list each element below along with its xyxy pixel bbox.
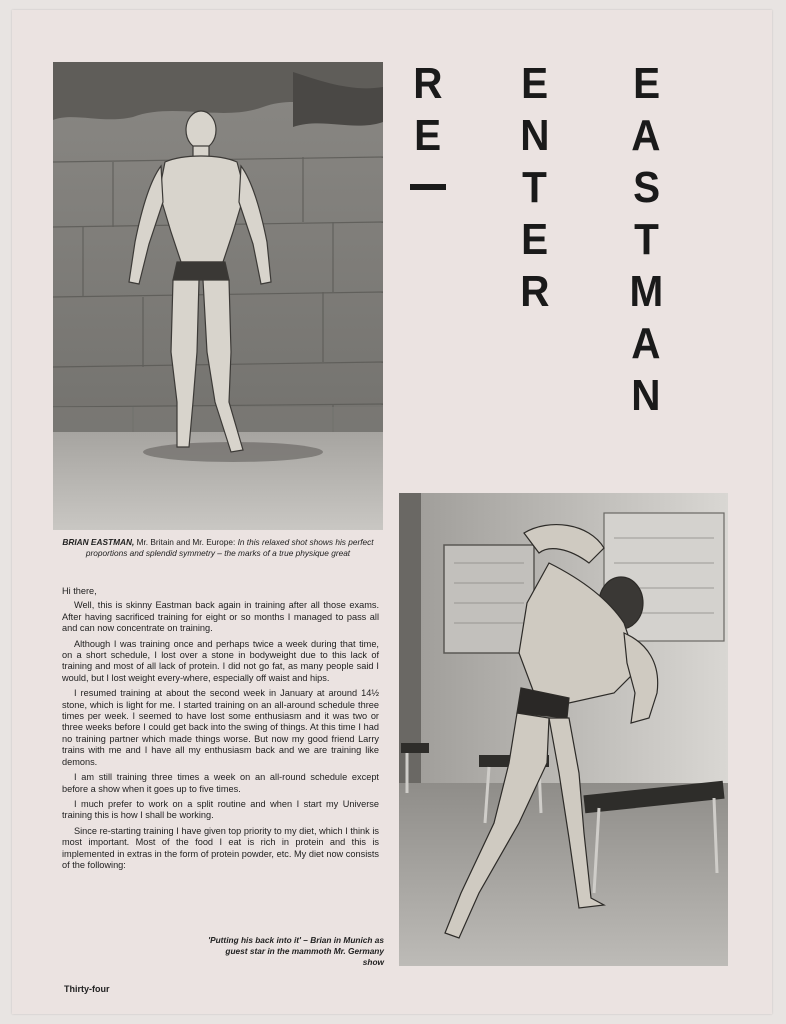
title-letter: T: [522, 163, 548, 212]
title-dash: [410, 184, 446, 190]
photo-brian-posing: [399, 493, 728, 966]
caption-description: In this relaxed shot shows his perfect proportions and splendid symmetry – the marks of a true physique great: [85, 537, 374, 558]
title-letter: A: [631, 319, 661, 368]
title-word-enter: [519, 58, 551, 318]
caption-titles: Mr. Britain and Mr. Europe:: [134, 537, 236, 547]
title-letter: N: [520, 111, 550, 160]
title-letter: E: [521, 59, 549, 108]
title-letter: M: [629, 267, 664, 316]
article-paragraph: Since re-starting training I have given top priority to my diet, which I think is most important. Most of the food I eat is rich in protein and this is implemented in extras in the form of protein powder, etc. My diet now consists of the following:: [62, 825, 379, 870]
title-letter: T: [633, 215, 659, 264]
photo-brian-standing: [53, 62, 383, 530]
article-paragraph: I am still training three times a week on an all-round schedule except before a show when it goes up to five times.: [62, 772, 379, 794]
photo-posing-image: [399, 493, 728, 966]
title-word-re: [410, 58, 446, 190]
photo-standing-image: [53, 62, 383, 530]
article-paragraph: Well, this is skinny Eastman back again in training after all those exams. After having sacrificed training for eight or so months I managed to pass all and can now concentrate on training.: [62, 600, 379, 634]
title-letter: E: [414, 111, 442, 160]
title-letter: E: [521, 215, 549, 264]
title-letter: R: [413, 59, 443, 108]
article-paragraph: I resumed training at about the second week in January at around 14½ stone, which is light for me. I started training on an all-around schedule three times per week. I seemed to have lost some enthusiasm and it was two or three weeks before I could get back into the swing of things. At this time I had no training partner which made things worse. But now my good friend Larry trains with me and I have all my enthusiasm back and we are training like demons.: [62, 688, 379, 767]
article-paragraph: Although I was training once and perhaps twice a week during that time, on a short schedule, I lost over a stone in bodyweight due to this lack of training and most of all lack of protein. I did not go fat, as many people said I would, but I lost weight every-where, especially off waist and hips.: [62, 638, 379, 683]
magazine-page: [12, 10, 772, 1014]
page-number: Thirty-four: [64, 984, 110, 994]
photo-caption-top: [57, 537, 379, 559]
article-greeting: Hi there,: [62, 586, 97, 596]
article-body: [62, 586, 379, 875]
title-letter: R: [520, 267, 550, 316]
title-letter: S: [632, 163, 660, 212]
title-letter: A: [631, 111, 661, 160]
title-word-eastman: [628, 58, 665, 422]
title-letter: E: [632, 59, 660, 108]
photo-caption-bottom: 'Putting his back into it' – Brian in Munich as guest star in the mammoth Mr. Germany show: [208, 935, 384, 967]
caption-name: BRIAN EASTMAN,: [62, 537, 135, 547]
title-letter: N: [631, 371, 661, 420]
article-paragraph: I much prefer to work on a split routine and when I start my Universe training this is how I shall be working.: [62, 798, 379, 821]
